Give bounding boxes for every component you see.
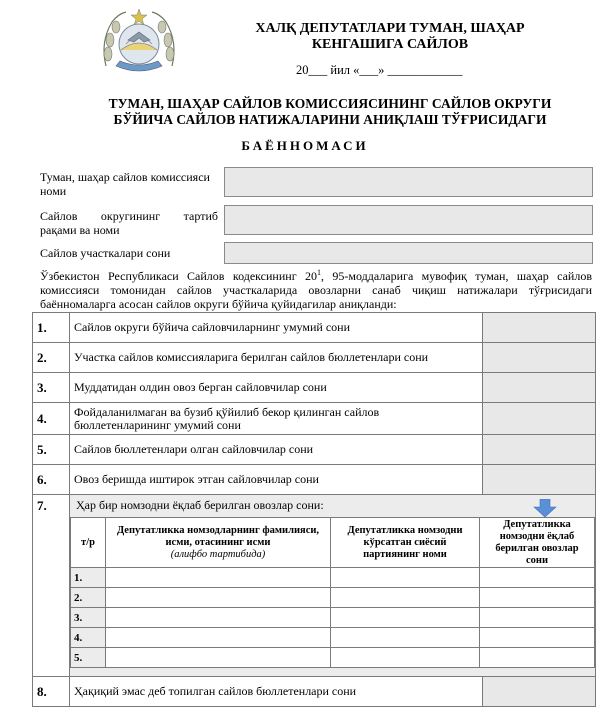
- row-number: 3.: [33, 373, 70, 403]
- row-label: Участка сайлов комиссияларига берилган сайлов бюллетенлари сони: [70, 343, 483, 373]
- table-row: [33, 435, 596, 465]
- section-7-title-text: Ҳар бир номзодни ёқлаб берилган овозлар сони:: [76, 498, 324, 512]
- candidate-votes-field[interactable]: [480, 608, 595, 628]
- candidates-table: [70, 517, 595, 668]
- table-row: [33, 465, 596, 495]
- col-name-note: (алифбо тартибида): [170, 548, 266, 560]
- stations-label: Сайлов участкалари сони: [40, 246, 171, 260]
- row-number: 6.: [33, 465, 70, 495]
- row-label: Фойдаланилмаган ва бузиб қўйилиб бекор қилинган сайлов бюллетенларининг умумий сони: [70, 403, 483, 435]
- table-row: [33, 677, 596, 707]
- district-word-1: Сайлов: [40, 209, 78, 223]
- section-7-title: [70, 498, 595, 517]
- candidates-header: [71, 518, 595, 568]
- stations-field[interactable]: [224, 242, 593, 264]
- row-value-field[interactable]: [483, 677, 596, 707]
- col-votes-header: Депутатликка номзодни ёқлаб берилган овозлар сони: [480, 518, 595, 568]
- district-word-2: округининг: [100, 209, 161, 223]
- row-value-field[interactable]: [483, 313, 596, 343]
- section-7-row: [33, 495, 596, 677]
- candidate-row: [71, 648, 595, 668]
- row-number: 8.: [33, 677, 70, 707]
- row-number: 7.: [33, 495, 70, 677]
- candidate-number: 3.: [71, 608, 106, 628]
- candidate-number: 5.: [71, 648, 106, 668]
- col-name-title: Депутатликка номзодларнинг фамилияси, исми, отасининг исми: [116, 524, 320, 548]
- row-number: 1.: [33, 313, 70, 343]
- document-word: БАЁННОМАСИ: [241, 138, 369, 153]
- row-label: Сайлов округи бўйича сайловчиларнинг умумий сони: [70, 313, 483, 343]
- district-field[interactable]: [224, 205, 593, 235]
- district-label-2: рақами ва номи: [40, 223, 120, 237]
- arrow-down-icon: [533, 499, 557, 517]
- state-emblem: [96, 6, 182, 80]
- candidate-row: [71, 628, 595, 648]
- col-party-header: Депутатликка номзодни кўрсатган сиёсий партиянинг номи: [331, 518, 480, 568]
- table-row: [33, 343, 596, 373]
- row-label: Муддатидан олдин овоз берган сайловчилар сони: [70, 373, 483, 403]
- date-line: 20___ йил «___» ____________: [296, 63, 463, 77]
- col-name-header: [106, 518, 331, 568]
- row-label: Овоз беришда иштирок этган сайловчилар сони: [70, 465, 483, 495]
- candidate-row: [71, 568, 595, 588]
- district-label-1: [40, 209, 218, 223]
- candidate-votes-field[interactable]: [480, 628, 595, 648]
- intro-text-2: , 95-моддаларига мувофиқ туман, шаҳар сайлов комиссияси томонидан сайлов участкаларида овозларни санаб чиқиш натижалари тўғрисидаги баённомаларга асосан сайлов округи бўйича қуйидагилар аниқланди:: [40, 269, 592, 311]
- col-number-header: т/р: [71, 518, 106, 568]
- section-7-cell: [70, 495, 596, 677]
- title-line-2: БЎЙИЧА САЙЛОВ НАТИЖАЛАРИНИ АНИҚЛАШ ТЎҒРИСИДАГИ: [113, 112, 547, 127]
- table-row: [33, 403, 596, 435]
- candidate-row: [71, 588, 595, 608]
- candidate-votes-field[interactable]: [480, 568, 595, 588]
- candidate-votes-field[interactable]: [480, 648, 595, 668]
- row-value-field[interactable]: [483, 435, 596, 465]
- row-value-field[interactable]: [483, 403, 596, 435]
- candidate-name-field[interactable]: [106, 608, 331, 628]
- candidate-number: 1.: [71, 568, 106, 588]
- title-line-1: ТУМАН, ШАҲАР САЙЛОВ КОМИССИЯСИНИНГ САЙЛОВ ОКРУГИ: [108, 96, 552, 111]
- district-word-3: тартиб: [183, 209, 218, 223]
- row-number: 2.: [33, 343, 70, 373]
- table-row: [33, 313, 596, 343]
- row-value-field[interactable]: [483, 343, 596, 373]
- intro-paragraph: [40, 266, 592, 311]
- candidate-party-field[interactable]: [331, 648, 480, 668]
- candidate-name-field[interactable]: [106, 628, 331, 648]
- results-table: [32, 312, 596, 707]
- commission-name-field[interactable]: [224, 167, 593, 197]
- intro-superscript: 1: [317, 268, 322, 277]
- header-line-1: ХАЛҚ ДЕПУТАТЛАРИ ТУМАН, ШАҲАР: [255, 21, 525, 36]
- candidate-name-field[interactable]: [106, 588, 331, 608]
- candidate-votes-field[interactable]: [480, 588, 595, 608]
- candidate-number: 2.: [71, 588, 106, 608]
- candidate-name-field[interactable]: [106, 568, 331, 588]
- commission-label-1: Туман, шаҳар сайлов комиссияси: [40, 170, 210, 184]
- row-value-field[interactable]: [483, 373, 596, 403]
- candidate-party-field[interactable]: [331, 608, 480, 628]
- row-number: 4.: [33, 403, 70, 435]
- commission-label-2: номи: [40, 184, 67, 198]
- row-label: Ҳақиқий эмас деб топилган сайлов бюллетенлари сони: [70, 677, 483, 707]
- candidate-name-field[interactable]: [106, 648, 331, 668]
- candidate-number: 4.: [71, 628, 106, 648]
- candidate-party-field[interactable]: [331, 628, 480, 648]
- intro-text-1: Ўзбекистон Республикаси Сайлов кодексининг 20: [40, 269, 318, 283]
- candidate-row: [71, 608, 595, 628]
- candidate-party-field[interactable]: [331, 588, 480, 608]
- candidate-party-field[interactable]: [331, 568, 480, 588]
- row-value-field[interactable]: [483, 465, 596, 495]
- table-row: [33, 373, 596, 403]
- header-line-2: КЕНГАШИГА САЙЛОВ: [311, 37, 469, 52]
- row-label: Сайлов бюллетенлари олган сайловчилар сони: [70, 435, 483, 465]
- row-number: 5.: [33, 435, 70, 465]
